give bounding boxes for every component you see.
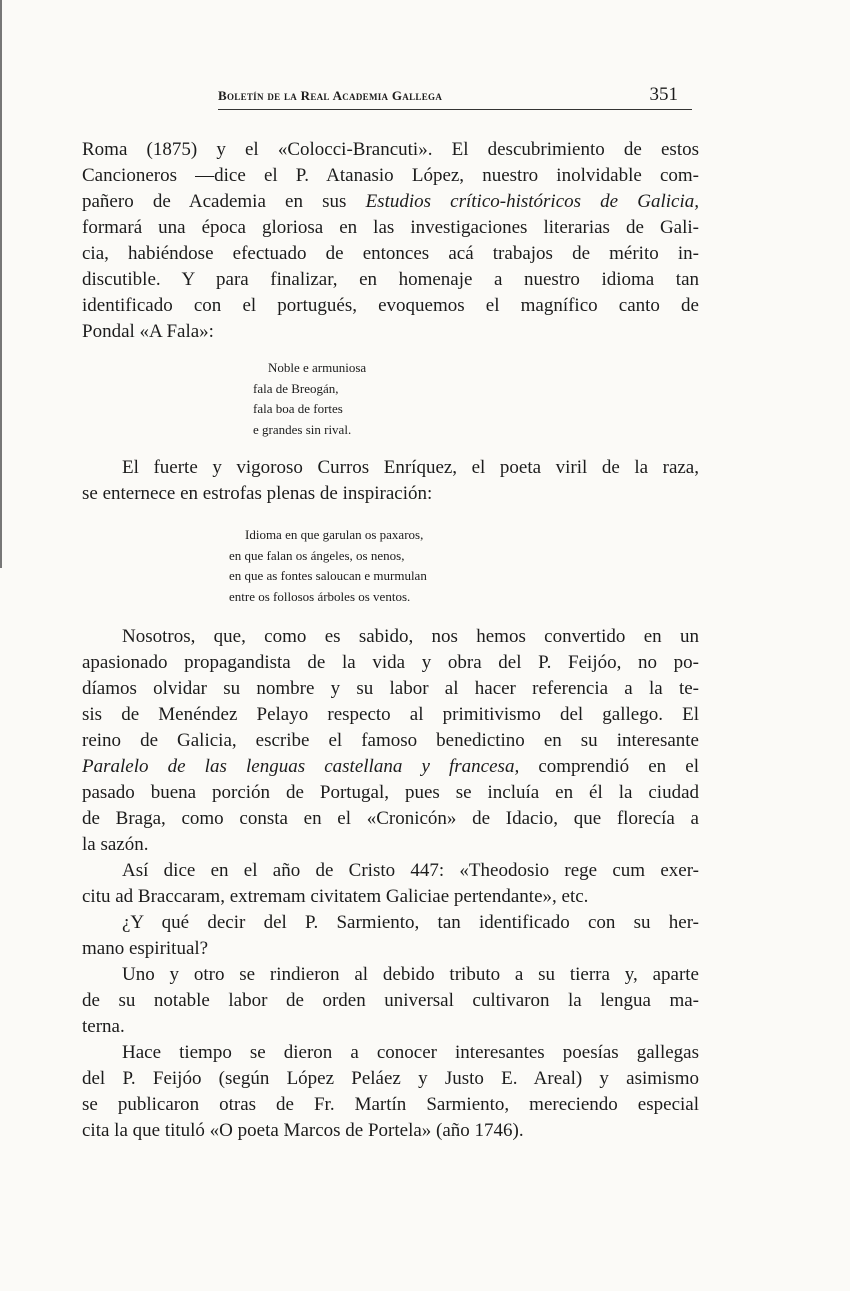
text-line: la sazón. [82, 834, 149, 855]
page-header [218, 84, 692, 110]
text-line: apasionado propagandista de la vida y obra del P. Feijóo, no po- [82, 652, 699, 673]
running-title: Boletín de la Real Academia Gallega [218, 88, 443, 103]
text-line: sis de Menéndez Pelayo respecto al primitivismo del gallego. El [82, 704, 699, 725]
poem-line: e grandes sin rival. [253, 421, 352, 437]
text-line: Roma (1875) y el «Colocci-Brancuti». El descubrimiento de estos [82, 139, 699, 160]
text-line: del P. Feijóo (según López Peláez y Justo E. Areal) y asimismo [82, 1068, 699, 1089]
text-line: pasado buena porción de Portugal, pues se incluía en él la ciudad [82, 782, 699, 803]
text-line: citu ad Braccaram, extremam civitatem Galiciae pertendante», etc. [82, 886, 589, 907]
paragraph-feijoo-block [82, 624, 699, 1144]
page-edge-line [0, 0, 2, 568]
poem-line: en que as fontes saloucan e murmulan [229, 568, 427, 583]
header-rule [218, 109, 692, 110]
text-line: se enternece en estrofas plenas de inspiración: [82, 483, 433, 504]
poem-a-fala [253, 358, 366, 440]
text-line: de su notable labor de orden universal cultivaron la lengua ma- [82, 990, 699, 1011]
text-line: mano espiritual? [82, 938, 209, 959]
text-line: Paralelo de las lenguas castellana y francesa, comprendió en el [82, 756, 699, 777]
text-line: Hace tiempo se dieron a conocer interesantes poesías gallegas [122, 1042, 699, 1063]
text-line: cia, habiéndose efectuado de entonces acá trabajos de mérito in- [82, 243, 699, 264]
text-line: Así dice en el año de Cristo 447: «Theodosio rege cum exer- [122, 860, 699, 881]
text-line: ¿Y qué decir del P. Sarmiento, tan identificado con su her- [122, 912, 699, 933]
text-line: pañero de Academia en sus Estudios crítico-históricos de Galicia, [82, 191, 699, 212]
text-line: de Braga, como consta en el «Cronicón» de Idacio, que florecía a [82, 808, 699, 829]
poem-line: entre os follosos árboles os ventos. [229, 588, 411, 604]
text-line: El fuerte y vigoroso Curros Enríquez, el poeta viril de la raza, [122, 457, 699, 478]
text-line: identificado con el portugués, evoquemos el magnífico canto de [82, 295, 699, 316]
poem-line: fala de Breogán, [253, 380, 339, 396]
poem-line: Noble e armuniosa [268, 360, 367, 375]
poem-idioma [229, 525, 427, 607]
poem-line: en que falan os ángeles, os nenos, [229, 547, 405, 563]
poem-line: Idioma en que garulan os paxaros, [245, 527, 424, 542]
text-line: Pondal «A Fala»: [82, 321, 214, 342]
text-line: discutible. Y para finalizar, en homenaje a nuestro idioma tan [82, 269, 699, 290]
book-title-paralelo: Paralelo de las lenguas castellana y francesa, [82, 756, 520, 777]
text-line: Nosotros, que, como es sabido, nos hemos convertido en un [122, 626, 699, 647]
text-line: cita la que tituló «O poeta Marcos de Portela» (año 1746). [82, 1120, 524, 1141]
text-line: se publicaron otras de Fr. Martín Sarmiento, mereciendo especial [82, 1094, 699, 1115]
text-line: reino de Galicia, escribe el famoso benedictino en su interesante [82, 730, 699, 751]
text-line: díamos olvidar su nombre y su labor al hacer referencia a la te- [82, 678, 699, 699]
text-line: Cancioneros —dice el P. Atanasio López, nuestro inolvidable com- [82, 165, 699, 186]
text-line: formará una época gloriosa en las investigaciones literarias de Gali- [82, 217, 699, 238]
text-line: Uno y otro se rindieron al debido tributo a su tierra y, aparte [122, 964, 699, 985]
paragraph-cancioneros [82, 137, 699, 345]
page-number: 351 [649, 84, 678, 105]
text-line: terna. [82, 1016, 125, 1037]
poem-line: fala boa de fortes [253, 401, 343, 416]
paragraph-curros [82, 455, 699, 507]
book-title-estudios: Estudios crítico-históricos de Galicia, [365, 191, 699, 212]
